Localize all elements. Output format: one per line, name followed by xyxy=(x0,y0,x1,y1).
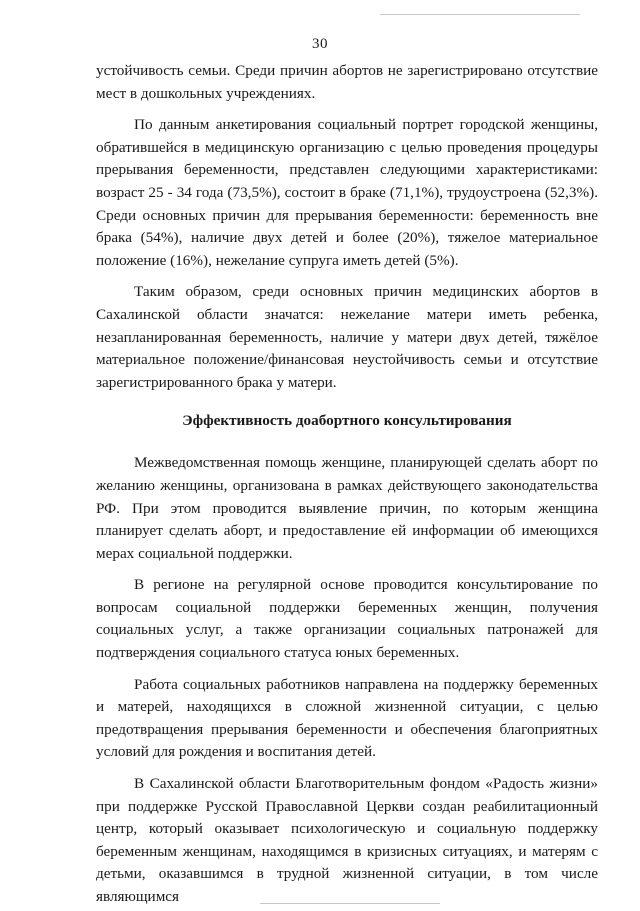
paragraph-regional-consulting: В регионе на регулярной основе проводится консультирование по вопросам социальной поддержки беременных женщин, получения социальных услуг, а также организации социальных патронажей для подтверждения социального статуса юных беременных. xyxy=(96,576,598,662)
paragraph-continuation: устойчивость семьи. Среди причин абортов не зарегистрировано отсутствие мест в дошкольных учреждениях. xyxy=(96,62,598,102)
paragraph-charity-fund: В Сахалинской области Благотворительным фондом «Радость жизни» при поддержке Русской Православной Церкви создан реабилитационный центр, который оказывает психологическую и социальную поддержку беременным женщинам, находящимся в кризисных ситуациях, и матерям с детьми, оказавшимся в трудной жизненной ситуации, в том числе являющимся xyxy=(96,775,598,905)
paragraph-abortion-reasons: Таким образом, среди основных причин медицинских абортов в Сахалинской области значатся: нежелание матери иметь ребенка, незапланированная беременность, наличие у матери двух детей, тяжёлое материальное положение/финансовая неустойчивость семьи и отсутствие зарегистрированного брака у матери. xyxy=(96,283,598,391)
scan-artifact-top xyxy=(380,14,580,15)
scan-artifact-bottom xyxy=(260,903,440,904)
paragraph-survey-portrait: По данным анкетирования социальный портрет городской женщины, обратившейся в медицинскую организацию с целью проведения процедуры прерывания беременности, представлен следующими характеристиками: возраст 25 - 34 года (73,5%), состоит в браке (71,1%), трудоустроена (52,3%). Среди основных причин для прерывания беременности: беременность вне брака (54%), наличие двух детей и более (20%), тяжелое материальное положение (16%), нежелание супруга иметь детей (5%). xyxy=(96,116,598,269)
page-number: 30 xyxy=(312,36,328,52)
page-body xyxy=(96,60,598,909)
paragraph-social-workers: Работа социальных работников направлена на поддержку беременных и матерей, находящихся в сложной жизненной ситуации, с целью предотвращения прерывания беременности и обеспечения благоприятных условий для рождения и воспитания детей. xyxy=(96,675,598,761)
section-heading: Эффективность доабортного консультирования xyxy=(182,412,512,430)
paragraph-interagency-help: Межведомственная помощь женщине, планирующей сделать аборт по желанию женщины, организована в рамках действующего законодательства РФ. При этом проводится выявление причин, по которым женщина планирует сделать аборт, и предоставление ей информации об имеющихся мерах социальной поддержки. xyxy=(96,454,598,562)
